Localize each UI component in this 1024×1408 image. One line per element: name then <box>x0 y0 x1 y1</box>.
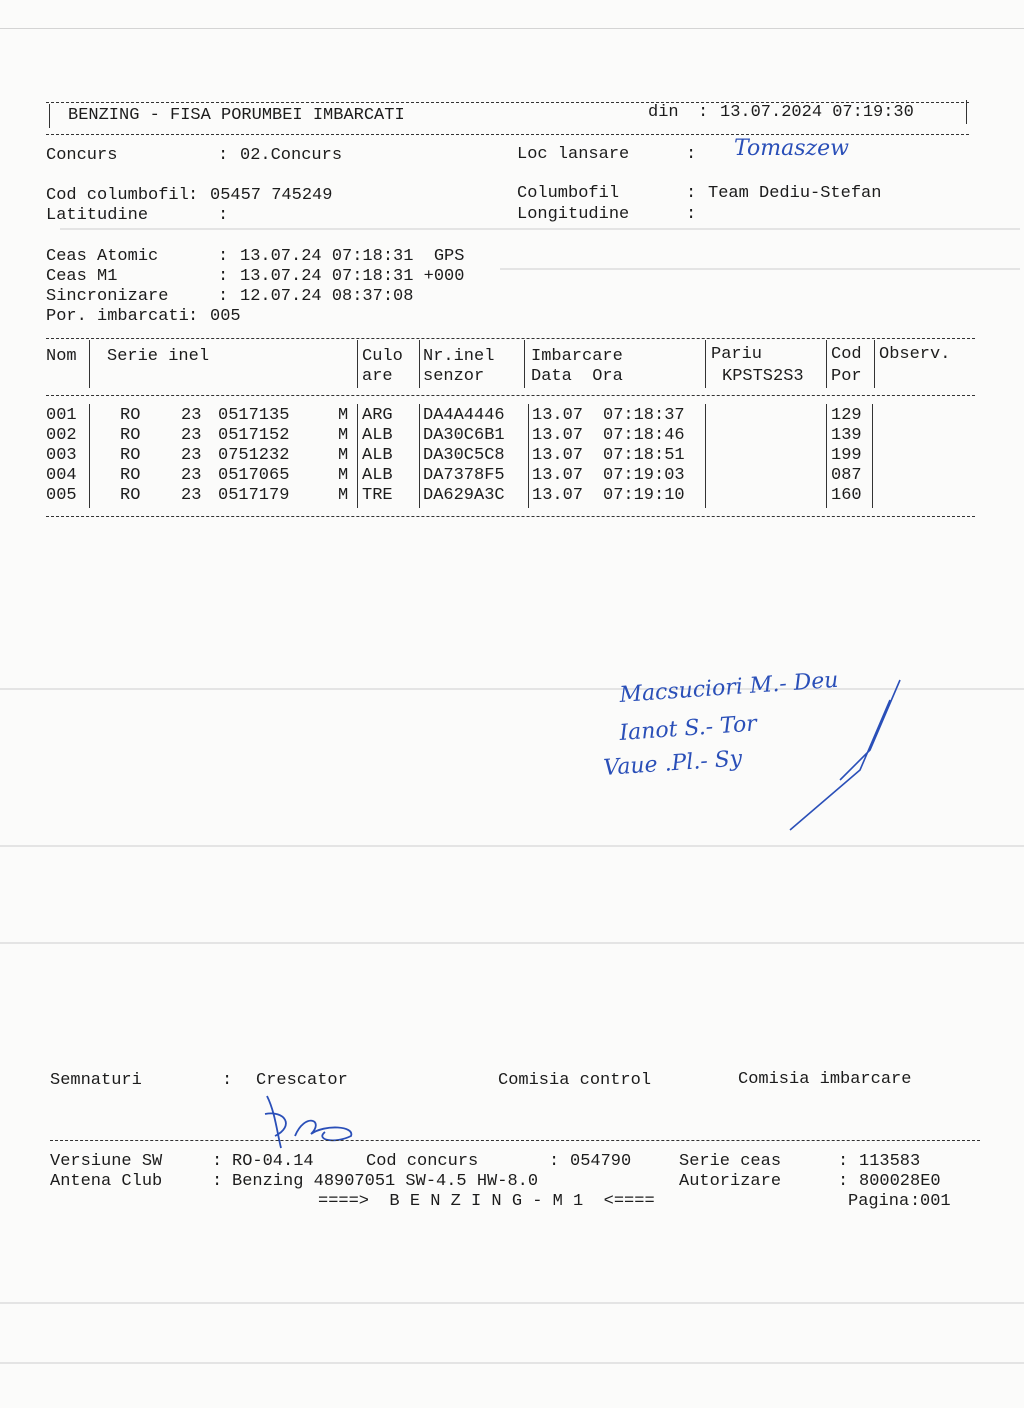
cell-an: 23 <box>181 406 202 425</box>
cell-culoare: ALB <box>362 466 393 485</box>
signature-line: Ianot S.- Tor <box>618 711 758 746</box>
versiune-label: Versiune SW <box>50 1152 163 1171</box>
colon: : <box>188 186 199 205</box>
table-rule <box>46 516 975 517</box>
col-cod: Cod <box>831 345 862 364</box>
col-culoare-2: are <box>362 367 393 386</box>
cell-data: 13.07 <box>532 486 584 505</box>
comisia-imbarcare-label: Comisia imbarcare <box>738 1070 912 1089</box>
colon: : <box>838 1152 849 1171</box>
colon: : <box>188 307 199 326</box>
cell-culoare: ALB <box>362 446 393 465</box>
autorizare-value: 800028E0 <box>859 1172 941 1191</box>
crescator-signature <box>255 1092 365 1152</box>
cell-an: 23 <box>181 486 202 505</box>
col-pariu-2: KPSTS2S3 <box>722 367 804 386</box>
cod-columbofil-value: 05457 745249 <box>210 186 333 205</box>
cell-tara: RO <box>120 486 141 505</box>
cell-nom: 004 <box>46 466 77 485</box>
colon: : <box>698 103 709 122</box>
cell-tara: RO <box>120 446 141 465</box>
colon: : <box>218 287 229 306</box>
loc-lansare-handwritten: Tomaszew <box>734 136 849 161</box>
cell-nr: 0517065 <box>218 466 290 485</box>
ceas-atomic-value: 13.07.24 07:18:31 GPS <box>240 247 465 266</box>
banner: ====> B E N Z I N G - M 1 <==== <box>318 1192 655 1211</box>
antena-label: Antena Club <box>50 1172 163 1191</box>
colon: : <box>686 184 697 203</box>
col-observ: Observ. <box>879 345 951 364</box>
ceas-atomic-label: Ceas Atomic <box>46 247 159 266</box>
signature-line: Macsuciori M.- Deu <box>618 667 840 708</box>
colon: : <box>212 1152 223 1171</box>
scan-noise <box>0 1362 1024 1364</box>
cell-nom: 005 <box>46 486 77 505</box>
cell-tara: RO <box>120 426 141 445</box>
col-serie-inel: Serie inel <box>107 347 210 366</box>
colon: : <box>218 206 229 225</box>
cell-data: 13.07 <box>532 446 584 465</box>
autorizare-label: Autorizare <box>679 1172 782 1191</box>
concurs-value: 02.Concurs <box>240 146 343 165</box>
cell-ora: 07:19:03 <box>603 466 685 485</box>
antena-value: Benzing 48907051 SW-4.5 HW-8.0 <box>232 1172 539 1191</box>
cell-sex: M <box>338 466 349 485</box>
cell-an: 23 <box>181 446 202 465</box>
loc-lansare-label: Loc lansare <box>517 145 630 164</box>
comisia-control-label: Comisia control <box>498 1071 652 1090</box>
cell-nom: 003 <box>46 446 77 465</box>
col-nr-inel-2: senzor <box>423 367 485 386</box>
semnaturi-label: Semnaturi <box>50 1071 142 1090</box>
cell-nr: 0517152 <box>218 426 290 445</box>
cell-tara: RO <box>120 466 141 485</box>
cell-senzor: DA30C5C8 <box>423 446 505 465</box>
cell-nom: 001 <box>46 406 77 425</box>
col-cod-2: Por <box>831 367 862 386</box>
cell-nr: 0517179 <box>218 486 290 505</box>
col-pariu: Pariu <box>711 345 763 364</box>
cell-nom: 002 <box>46 426 77 445</box>
col-imbarcare: Imbarcare <box>531 347 623 366</box>
cod-concurs-label: Cod concurs <box>366 1152 479 1171</box>
cell-senzor: DA7378F5 <box>423 466 505 485</box>
cell-data: 13.07 <box>532 426 584 445</box>
footer-rule <box>50 1140 980 1141</box>
colon: : <box>212 1172 223 1191</box>
din-label: din <box>648 103 679 122</box>
colon: : <box>218 267 229 286</box>
col-imbarcare-2: Data Ora <box>531 367 623 386</box>
cell-culoare: ARG <box>362 406 393 425</box>
colon: : <box>218 146 229 165</box>
columbofil-value: Team Dediu-Stefan <box>708 184 882 203</box>
concurs-label: Concurs <box>46 146 118 165</box>
colon: : <box>910 1192 921 1211</box>
colon: : <box>549 1152 560 1171</box>
colon: : <box>686 145 697 164</box>
cell-culoare: ALB <box>362 426 393 445</box>
serie-ceas-value: 113583 <box>859 1152 921 1171</box>
cell-an: 23 <box>181 466 202 485</box>
din-value: 13.07.2024 07:19:30 <box>720 103 914 122</box>
colon: : <box>218 247 229 266</box>
pagina-label: Pagina <box>848 1192 910 1211</box>
cell-sex: M <box>338 486 349 505</box>
longitudine-label: Longitudine <box>517 205 630 224</box>
scan-noise <box>0 845 1024 847</box>
columbofil-label: Columbofil <box>517 184 620 203</box>
scan-noise <box>60 228 1020 230</box>
cod-concurs-value: 054790 <box>570 1152 632 1171</box>
col-nr-inel: Nr.inel <box>423 347 495 366</box>
colon: : <box>686 205 697 224</box>
por-imbarcati-value: 005 <box>210 307 241 326</box>
cell-data: 13.07 <box>532 406 584 425</box>
cell-sex: M <box>338 426 349 445</box>
cell-senzor: DA629A3C <box>423 486 505 505</box>
cell-cod: 129 <box>831 406 862 425</box>
ceas-m1-label: Ceas M1 <box>46 267 118 286</box>
document-title: BENZING - FISA PORUMBEI IMBARCATI <box>68 106 405 125</box>
table-rule <box>46 338 975 339</box>
cell-senzor: DA30C6B1 <box>423 426 505 445</box>
col-culoare: Culo <box>362 347 403 366</box>
cell-ora: 07:18:46 <box>603 426 685 445</box>
cell-an: 23 <box>181 426 202 445</box>
cell-nr: 0517135 <box>218 406 290 425</box>
colon: : <box>222 1071 233 1090</box>
cell-cod: 199 <box>831 446 862 465</box>
scan-noise <box>500 268 1020 270</box>
header-border-left <box>49 104 50 128</box>
cell-sex: M <box>338 406 349 425</box>
scan-edge <box>0 28 1024 29</box>
scan-noise <box>0 1302 1024 1304</box>
por-imbarcati-label: Por. imbarcati <box>46 307 189 326</box>
sincronizare-value: 12.07.24 08:37:08 <box>240 287 414 306</box>
scan-noise <box>0 942 1024 944</box>
cell-cod: 160 <box>831 486 862 505</box>
cell-tara: RO <box>120 406 141 425</box>
cell-nr: 0751232 <box>218 446 290 465</box>
cell-cod: 139 <box>831 426 862 445</box>
header-border-right <box>966 100 967 124</box>
cell-senzor: DA4A4446 <box>423 406 505 425</box>
col-nom: Nom <box>46 347 77 366</box>
header-border-bottom <box>46 134 969 135</box>
colon: : <box>838 1172 849 1191</box>
sincronizare-label: Sincronizare <box>46 287 169 306</box>
table-rule <box>46 395 975 396</box>
commission-signatures <box>600 660 930 840</box>
cell-cod: 087 <box>831 466 862 485</box>
cell-ora: 07:19:10 <box>603 486 685 505</box>
serie-ceas-label: Serie ceas <box>679 1152 782 1171</box>
latitudine-label: Latitudine <box>46 206 149 225</box>
cell-ora: 07:18:37 <box>603 406 685 425</box>
crescator-label: Crescator <box>256 1071 348 1090</box>
ceas-m1-value: 13.07.24 07:18:31 +000 <box>240 267 465 286</box>
versiune-value: RO-04.14 <box>232 1152 314 1171</box>
cell-sex: M <box>338 446 349 465</box>
pagina-value: 001 <box>920 1192 951 1211</box>
cell-ora: 07:18:51 <box>603 446 685 465</box>
cod-columbofil-label: Cod columbofil <box>46 186 189 205</box>
cell-data: 13.07 <box>532 466 584 485</box>
signature-line: Vaue .Pl.- Sy <box>602 746 744 781</box>
cell-culoare: TRE <box>362 486 393 505</box>
